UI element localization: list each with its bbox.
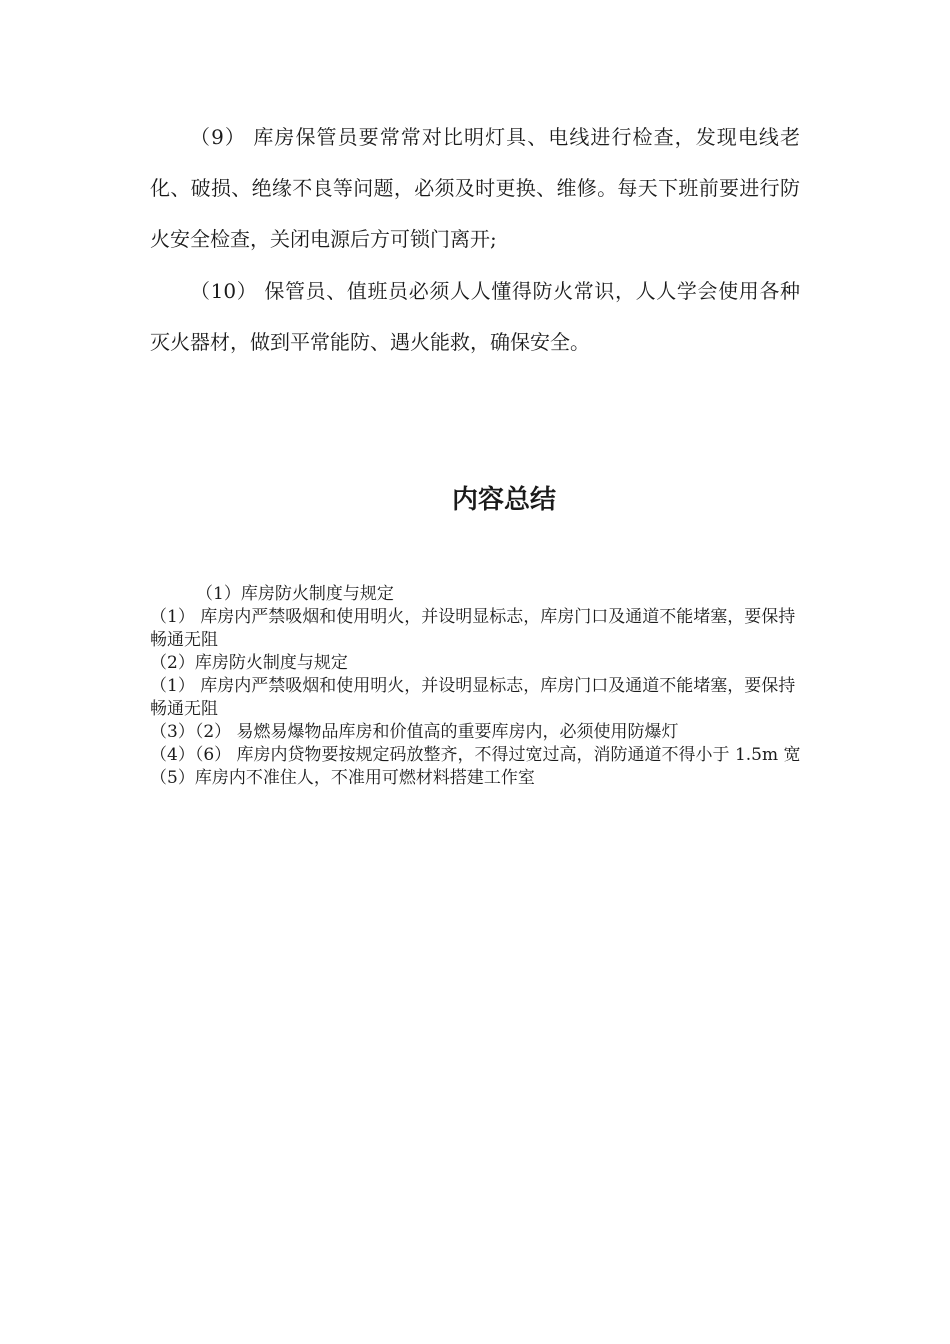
summary-list [150, 583, 802, 790]
summary-line: （1） 库房内严禁吸烟和使用明火，并设明显标志，库房门口及通道不能堵塞，要保持畅通无阻 [150, 676, 796, 719]
paragraph-item-10: （10） 保管员、值班员必须人人懂得防火常识，人人学会使用各种灭火器材，做到平常能防、遇火能救，确保安全。 [150, 279, 800, 354]
summary-line: （3）（2） 易燃易爆物品库房和价值高的重要库房内，必须使用防爆灯 [150, 722, 679, 742]
summary-line: （1） 库房内严禁吸烟和使用明火，并设明显标志，库房门口及通道不能堵塞，要保持畅通无阻 [150, 607, 796, 650]
paragraph-item-9: （9） 库房保管员要常常对比明灯具、电线进行检查，发现电线老化、破损、绝缘不良等问题，必须及时更换、维修。每天下班前要进行防火安全检查，关闭电源后方可锁门离开; [150, 125, 800, 251]
summary-line: （5）库房内不准住人，不准用可燃材料搭建工作室 [150, 768, 535, 788]
summary-line: （4）（6） 库房内贷物要按规定码放整齐，不得过宽过高，消防通道不得小于 1.5m 宽 [150, 745, 801, 765]
summary-line: （2）库房防火制度与规定 [150, 653, 348, 673]
summary-title: 内容总结 [451, 485, 556, 515]
summary-line: （1）库房防火制度与规定 [196, 584, 394, 604]
